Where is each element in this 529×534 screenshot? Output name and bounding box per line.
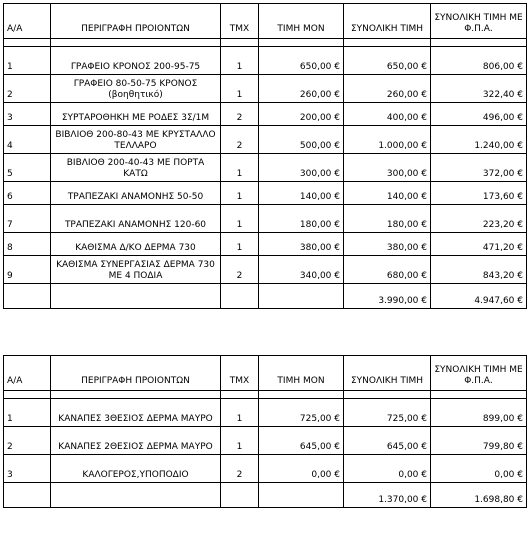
row-unit-price: 0,00 € <box>259 455 344 483</box>
row-unit-price: 300,00 € <box>259 154 344 182</box>
row-unit-price: 200,00 € <box>259 103 344 126</box>
row-qty: 2 <box>221 126 259 154</box>
row-number: 3 <box>4 455 51 483</box>
row-total: 140,00 € <box>344 182 431 205</box>
row-qty: 1 <box>221 75 259 103</box>
row-description: ΚΑΛΟΓΕΡΟΣ,ΥΠΟΠΟΔΙΟ <box>51 455 221 483</box>
row-number: 8 <box>4 233 51 256</box>
row-total: 650,00 € <box>344 47 431 75</box>
header-qty: ΤΜΧ <box>221 356 259 391</box>
row-description: ΣΥΡΤΑΡΟΘΗΚΗ ΜΕ ΡΟΔΕΣ 3Σ/1Μ <box>51 103 221 126</box>
row-qty: 2 <box>221 256 259 284</box>
row-unit-price: 725,00 € <box>259 399 344 427</box>
table-row <box>4 154 527 182</box>
row-qty: 1 <box>221 233 259 256</box>
row-description: ΒΙΒΛΙΟΘ 200-40-43 ΜΕ ΠΟΡΤΑ ΚΑΤΩ <box>51 154 221 182</box>
row-qty: 1 <box>221 427 259 455</box>
row-number: 1 <box>4 47 51 75</box>
row-total: 260,00 € <box>344 75 431 103</box>
header-total: ΣΥΝΟΛΙΚΗ ΤΙΜΗ <box>344 356 431 391</box>
header-row <box>4 4 527 39</box>
sum-total: 3.990,00 € <box>344 284 431 309</box>
products-table-1 <box>3 3 527 309</box>
row-total: 0,00 € <box>344 455 431 483</box>
row-total-vat: 0,00 € <box>431 455 527 483</box>
row-qty: 1 <box>221 47 259 75</box>
row-number: 1 <box>4 399 51 427</box>
row-description: ΚΑΘΙΣΜΑ ΣΥΝΕΡΓΑΣΙΑΣ ΔΕΡΜΑ 730 ΜΕ 4 ΠΟΔΙΑ <box>51 256 221 284</box>
row-qty: 1 <box>221 182 259 205</box>
sum-total-vat: 4.947,60 € <box>431 284 527 309</box>
row-total-vat: 1.240,00 € <box>431 126 527 154</box>
row-number: 6 <box>4 182 51 205</box>
header-unit-price: ΤΙΜΗ ΜΟΝ <box>259 4 344 39</box>
row-unit-price: 380,00 € <box>259 233 344 256</box>
row-total: 380,00 € <box>344 233 431 256</box>
table-row <box>4 233 527 256</box>
row-unit-price: 140,00 € <box>259 182 344 205</box>
row-description: ΓΡΑΦΕΙΟ ΚΡΟΝΟΣ 200-95-75 <box>51 47 221 75</box>
row-unit-price: 645,00 € <box>259 427 344 455</box>
table-row <box>4 399 527 427</box>
row-description: ΒΙΒΛΙΟΘ 200-80-43 ΜΕ ΚΡΥΣΤΑΛΛΟ ΤΕΛΛΑΡΟ <box>51 126 221 154</box>
row-total-vat: 372,00 € <box>431 154 527 182</box>
row-total-vat: 843,20 € <box>431 256 527 284</box>
row-total-vat: 899,00 € <box>431 399 527 427</box>
header-aa: Α/Α <box>4 356 51 391</box>
row-total-vat: 806,00 € <box>431 47 527 75</box>
row-qty: 2 <box>221 455 259 483</box>
row-total-vat: 322,40 € <box>431 75 527 103</box>
row-total: 725,00 € <box>344 399 431 427</box>
row-total-vat: 471,20 € <box>431 233 527 256</box>
row-qty: 2 <box>221 103 259 126</box>
row-total-vat: 496,00 € <box>431 103 527 126</box>
sum-total: 1.370,00 € <box>344 483 431 508</box>
row-qty: 1 <box>221 399 259 427</box>
row-unit-price: 260,00 € <box>259 75 344 103</box>
table-row <box>4 205 527 233</box>
totals-row <box>4 284 527 309</box>
row-total: 180,00 € <box>344 205 431 233</box>
row-description: ΚΑΝΑΠΕΣ 3ΘΕΣΙΟΣ ΔΕΡΜΑ ΜΑΥΡΟ <box>51 399 221 427</box>
products-table-2 <box>3 355 527 508</box>
row-description: ΚΑΘΙΣΜΑ Δ/ΚΟ ΔΕΡΜΑ 730 <box>51 233 221 256</box>
header-row <box>4 356 527 391</box>
row-unit-price: 650,00 € <box>259 47 344 75</box>
sum-total-vat: 1.698,80 € <box>431 483 527 508</box>
row-unit-price: 340,00 € <box>259 256 344 284</box>
table-row <box>4 182 527 205</box>
table-row <box>4 427 527 455</box>
row-unit-price: 500,00 € <box>259 126 344 154</box>
row-number: 2 <box>4 427 51 455</box>
row-number: 4 <box>4 126 51 154</box>
header-total-vat: ΣΥΝΟΛΙΚΗ ΤΙΜΗ ΜΕ Φ.Π.Α. <box>431 4 527 39</box>
row-total: 1.000,00 € <box>344 126 431 154</box>
header-total: ΣΥΝΟΛΙΚΗ ΤΙΜΗ <box>344 4 431 39</box>
totals-row <box>4 483 527 508</box>
header-total-vat: ΣΥΝΟΛΙΚΗ ΤΙΜΗ ΜΕ Φ.Π.Α. <box>431 356 527 391</box>
table-row <box>4 126 527 154</box>
row-number: 5 <box>4 154 51 182</box>
row-description: ΚΑΝΑΠΕΣ 2ΘΕΣΙΟΣ ΔΕΡΜΑ ΜΑΥΡΟ <box>51 427 221 455</box>
header-description: ΠΕΡΙΓΡΑΦΗ ΠΡΟΙΟΝΤΩΝ <box>51 356 221 391</box>
row-total-vat: 223,20 € <box>431 205 527 233</box>
row-total: 400,00 € <box>344 103 431 126</box>
row-total: 300,00 € <box>344 154 431 182</box>
row-number: 2 <box>4 75 51 103</box>
header-unit-price: ΤΙΜΗ ΜΟΝ <box>259 356 344 391</box>
row-total-vat: 799,80 € <box>431 427 527 455</box>
row-number: 9 <box>4 256 51 284</box>
table-row <box>4 256 527 284</box>
table-row <box>4 75 527 103</box>
row-description: ΓΡΑΦΕΙΟ 80-50-75 ΚΡΟΝΟΣ (βοηθητικό) <box>51 75 221 103</box>
row-description: ΤΡΑΠΕΖΑΚΙ ΑΝΑΜΟΝΗΣ 120-60 <box>51 205 221 233</box>
table-row <box>4 103 527 126</box>
row-description: ΤΡΑΠΕΖΑΚΙ ΑΝΑΜΟΝΗΣ 50-50 <box>51 182 221 205</box>
row-qty: 1 <box>221 154 259 182</box>
table-row <box>4 47 527 75</box>
row-total: 645,00 € <box>344 427 431 455</box>
header-qty: ΤΜΧ <box>221 4 259 39</box>
table-row <box>4 455 527 483</box>
row-unit-price: 180,00 € <box>259 205 344 233</box>
row-total: 680,00 € <box>344 256 431 284</box>
row-total-vat: 173,60 € <box>431 182 527 205</box>
header-aa: Α/Α <box>4 4 51 39</box>
row-number: 7 <box>4 205 51 233</box>
row-qty: 1 <box>221 205 259 233</box>
row-number: 3 <box>4 103 51 126</box>
header-description: ΠΕΡΙΓΡΑΦΗ ΠΡΟΙΟΝΤΩΝ <box>51 4 221 39</box>
